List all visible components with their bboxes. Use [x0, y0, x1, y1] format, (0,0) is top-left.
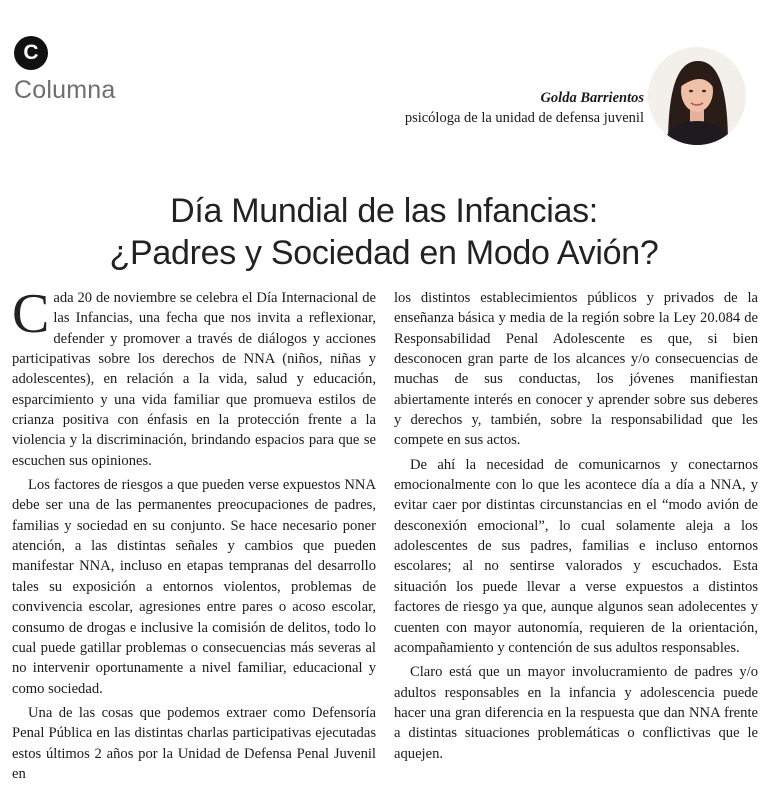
article-body — [12, 283, 758, 788]
author-photo — [648, 47, 746, 145]
article-paragraph — [12, 283, 376, 471]
paragraph-text: ada 20 de noviembre se celebra el Día Internacional de las Infancias, una fecha que nos invita a reflexionar, defender y promover a través de diálogos y acciones participativas sobre los derechos de NNA (niños, niñas y adolescentes), en relación a la vida, salud y educación, esparcimiento y una vida familiar que promueva estilos de crianza positiva con énfasis en la protección frente a la violencia y la discriminación, brindando espacios para que se escuchen sus opiniones. — [12, 290, 376, 469]
article-paragraph: Una de las cosas que podemos extraer como Defensoría Penal Pública en las distintas charlas participativas ejecutadas estos últimos 2 años por la Unidad de Defensa Penal Juvenil en — [12, 704, 376, 782]
article-title-line-2: ¿Padres y Sociedad en Modo Avión? — [109, 234, 659, 272]
drop-cap: C — [12, 283, 50, 345]
article-paragraph: Los factores de riesgos a que pueden verse expuestos NNA debe ser una de las permanentes preocupaciones de padres, familias y sociedad en su conjunto. Se hace necesario poner atención, a las distintas señales y cambios que pueden manifestar NNA, incluso en etapas tempranas del desarrollo tales su exposición a entornos violentos, problemas de convivencia escolar, agresiones entre pares o acoso escolar, consumo de drogas e inclusive la comisión de delitos, todo lo cual puede gatillar problemas o consecuencias más severas al no intervenir oportunamente a nivel familiar, educacional y como sociedad. — [12, 477, 376, 697]
author-portrait-icon — [648, 47, 746, 145]
article-paragraph: los distintos establecimientos públicos y privados de la enseñanza básica y media de la región sobre la Ley 20.084 de Responsabilidad Penal Adolescente es que, si bien desconocen gran parte de los alcances y/o consecuencias de muchas de sus conductas, los jóvenes manifiestan abiertamente interés en conocer y aprender sobre sus deberes y derechos y, también, sobre la responsabilidad que les compete en sus actos. — [394, 290, 758, 449]
article-column-right — [394, 288, 758, 788]
author-role: psicóloga de la unidad de defensa juvenil — [404, 110, 644, 126]
section-label: Columna — [14, 76, 116, 104]
article-paragraph: De ahí la necesidad de comunicarnos y conectarnos emocionalmente con lo que les acontece día a día a NNA, y evitar caer por distintas circunstancias en el “modo avión de desconexión emocional”, lo cual solamente aleja a los adolescentes de sus padres, familias e incluso entornos escolares; al no sentirse valorados y escuchados. Esta situación los puede llevar a verse expuestos a distintos factores de riesgo ya que, aunque algunos sean adolecentes y cuenten con mayor autonomía, requieren de la orientación, acompañamiento y contención de sus adultos responsables. — [394, 456, 758, 656]
column-badge-icon: C — [14, 36, 48, 70]
article-column-left — [12, 283, 376, 788]
author-name: Golda Barrientos — [540, 90, 644, 106]
article-paragraph: Claro está que un mayor involucramiento de padres y/o adultos responsables en la infancia y adolescencia puede hacer una gran diferencia en la respuesta que dan NNA frente a distintas situaciones problemáticas o conflictivas que le aquejen. — [394, 664, 758, 762]
article-title-line-1: Día Mundial de las Infancias: — [170, 192, 598, 230]
